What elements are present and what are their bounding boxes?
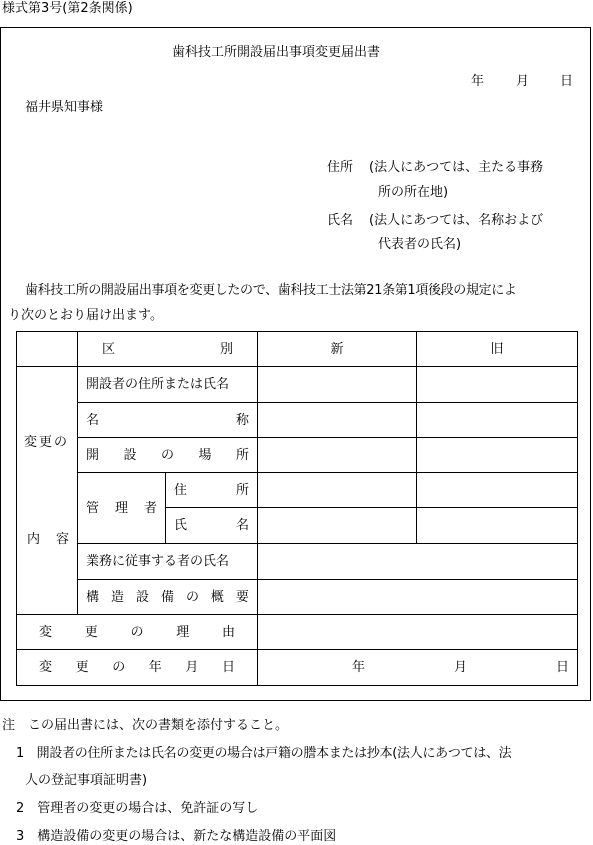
change-date-char-4: 年 bbox=[148, 660, 162, 675]
change-date-char-1: 変 bbox=[39, 660, 53, 675]
applicant-name-note: (法人にあつては、名称および bbox=[369, 213, 544, 228]
row-founder-old-cell[interactable] bbox=[417, 367, 578, 403]
notes-intro: 注 この届出書には、次の書類を添付すること。 bbox=[2, 718, 289, 733]
row-manager-address-char-1: 住 bbox=[174, 482, 188, 498]
change-date-char-6: 日 bbox=[221, 660, 235, 675]
row-manager-address-char-2: 所 bbox=[235, 482, 249, 498]
reason-label bbox=[17, 615, 258, 650]
row-location-new-cell[interactable] bbox=[258, 438, 417, 473]
change-details-table bbox=[16, 331, 578, 686]
header-new-cell: 新 bbox=[258, 332, 417, 367]
notes-item-1-cont: 人の登記事項証明書) bbox=[25, 773, 148, 788]
reason-char-4: 理 bbox=[176, 624, 190, 640]
header-old-cell: 旧 bbox=[417, 332, 578, 367]
row-equipment-char-2: 造 bbox=[110, 589, 124, 605]
applicant-name-label: 氏名 bbox=[327, 213, 354, 228]
row-founder-label: 開設者の住所または氏名 bbox=[78, 367, 258, 403]
row-location-char-4: 場 bbox=[198, 447, 212, 463]
row-equipment-char-3: 設 bbox=[135, 589, 149, 605]
body-text-cont: り次のとおり届け出ます。 bbox=[8, 308, 163, 323]
row-location-char-2: 設 bbox=[123, 447, 137, 463]
row-name-new-cell[interactable] bbox=[258, 403, 417, 438]
row-founder-new-cell[interactable] bbox=[258, 367, 417, 403]
notes-item-1: 1 開設者の住所または氏名の変更の場合は戸籍の謄本または抄本(法人にあつては、法 bbox=[16, 746, 512, 761]
change-date-char-3: の bbox=[112, 660, 126, 675]
reason-char-3: の bbox=[130, 624, 144, 640]
row-manager-address-new-cell[interactable] bbox=[258, 473, 417, 508]
change-date-label bbox=[17, 650, 258, 686]
notes-item-3: 3 構造設備の変更の場合は、新たな構造設備の平面図 bbox=[16, 829, 337, 844]
row-equipment-char-7: 要 bbox=[235, 589, 249, 605]
form-number-label: 様式第3号(第2条関係) bbox=[2, 1, 133, 16]
applicant-address-note: (法人にあつては、主たる事務 bbox=[369, 160, 544, 175]
change-date-char-2: 更 bbox=[75, 660, 89, 675]
row-location-label bbox=[78, 438, 258, 473]
row-manager-name-char-1: 氏 bbox=[174, 518, 188, 533]
row-manager-char-1: 管 bbox=[86, 500, 100, 516]
row-manager-char-3: 者 bbox=[143, 500, 157, 516]
addressee: 福井県知事様 bbox=[25, 100, 104, 115]
row-manager-address-old-cell[interactable] bbox=[417, 473, 578, 508]
row-equipment-char-5: の bbox=[185, 589, 199, 605]
row-location-char-1: 開 bbox=[86, 447, 100, 463]
change-date-year: 年 bbox=[352, 660, 366, 675]
row-manager-name-new-cell[interactable] bbox=[258, 508, 417, 544]
notes-item-2: 2 管理者の変更の場合は、免許証の写し bbox=[16, 801, 259, 816]
change-content-label-1: 変更の bbox=[24, 434, 70, 450]
reason-char-2: 更 bbox=[84, 624, 98, 640]
row-equipment-value-cell[interactable] bbox=[258, 580, 578, 615]
applicant-name-note-cont: 代表者の氏名) bbox=[378, 237, 462, 252]
change-content-label-2: 内容 bbox=[27, 531, 86, 547]
row-location-char-3: の bbox=[160, 447, 174, 463]
header-category-char-2: 別 bbox=[219, 341, 233, 357]
row-equipment-char-4: 備 bbox=[160, 589, 174, 605]
reason-char-1: 変 bbox=[39, 624, 53, 640]
row-manager-label bbox=[78, 473, 166, 544]
form-title: 歯科技工所開設届出事項変更届出書 bbox=[172, 45, 381, 60]
header-blank-cell bbox=[17, 332, 78, 367]
row-name-char-2: 称 bbox=[235, 412, 249, 428]
reason-value-cell[interactable] bbox=[258, 615, 578, 650]
row-name-label bbox=[78, 403, 258, 438]
row-workers-value-cell[interactable] bbox=[258, 544, 578, 580]
row-manager-address-label bbox=[166, 473, 258, 508]
row-manager-name-old-cell[interactable] bbox=[417, 508, 578, 544]
row-name-old-cell[interactable] bbox=[417, 403, 578, 438]
row-equipment-label bbox=[78, 580, 258, 615]
row-equipment-char-6: 概 bbox=[210, 589, 224, 605]
row-manager-name-label bbox=[166, 508, 258, 544]
applicant-address-note-cont: 所の所在地) bbox=[378, 185, 449, 200]
change-date-value-cell[interactable] bbox=[258, 650, 578, 686]
change-date-char-5: 月 bbox=[185, 660, 199, 675]
change-date-month: 月 bbox=[453, 660, 467, 675]
row-location-old-cell[interactable] bbox=[417, 438, 578, 473]
row-workers-label: 業務に従事する者の氏名 bbox=[78, 544, 258, 580]
row-manager-char-2: 理 bbox=[114, 500, 128, 516]
row-manager-name-char-2: 名 bbox=[235, 518, 249, 533]
row-name-char-1: 名 bbox=[86, 412, 100, 428]
header-category-char-1: 区 bbox=[102, 341, 116, 357]
row-equipment-char-1: 構 bbox=[86, 589, 100, 605]
header-category-cell bbox=[78, 332, 258, 367]
submission-date-day: 日 bbox=[560, 74, 574, 89]
submission-date-month: 月 bbox=[516, 74, 530, 89]
change-date-day: 日 bbox=[555, 660, 569, 675]
applicant-address-label: 住所 bbox=[327, 160, 354, 175]
row-location-char-5: 所 bbox=[235, 447, 249, 463]
change-content-group-cell bbox=[17, 367, 86, 615]
reason-char-5: 由 bbox=[221, 624, 235, 640]
submission-date-year: 年 bbox=[471, 74, 485, 89]
body-text: 歯科技工所の開設届出事項を変更したので、歯科技工士法第21条第1項後段の規定によ bbox=[25, 283, 517, 298]
